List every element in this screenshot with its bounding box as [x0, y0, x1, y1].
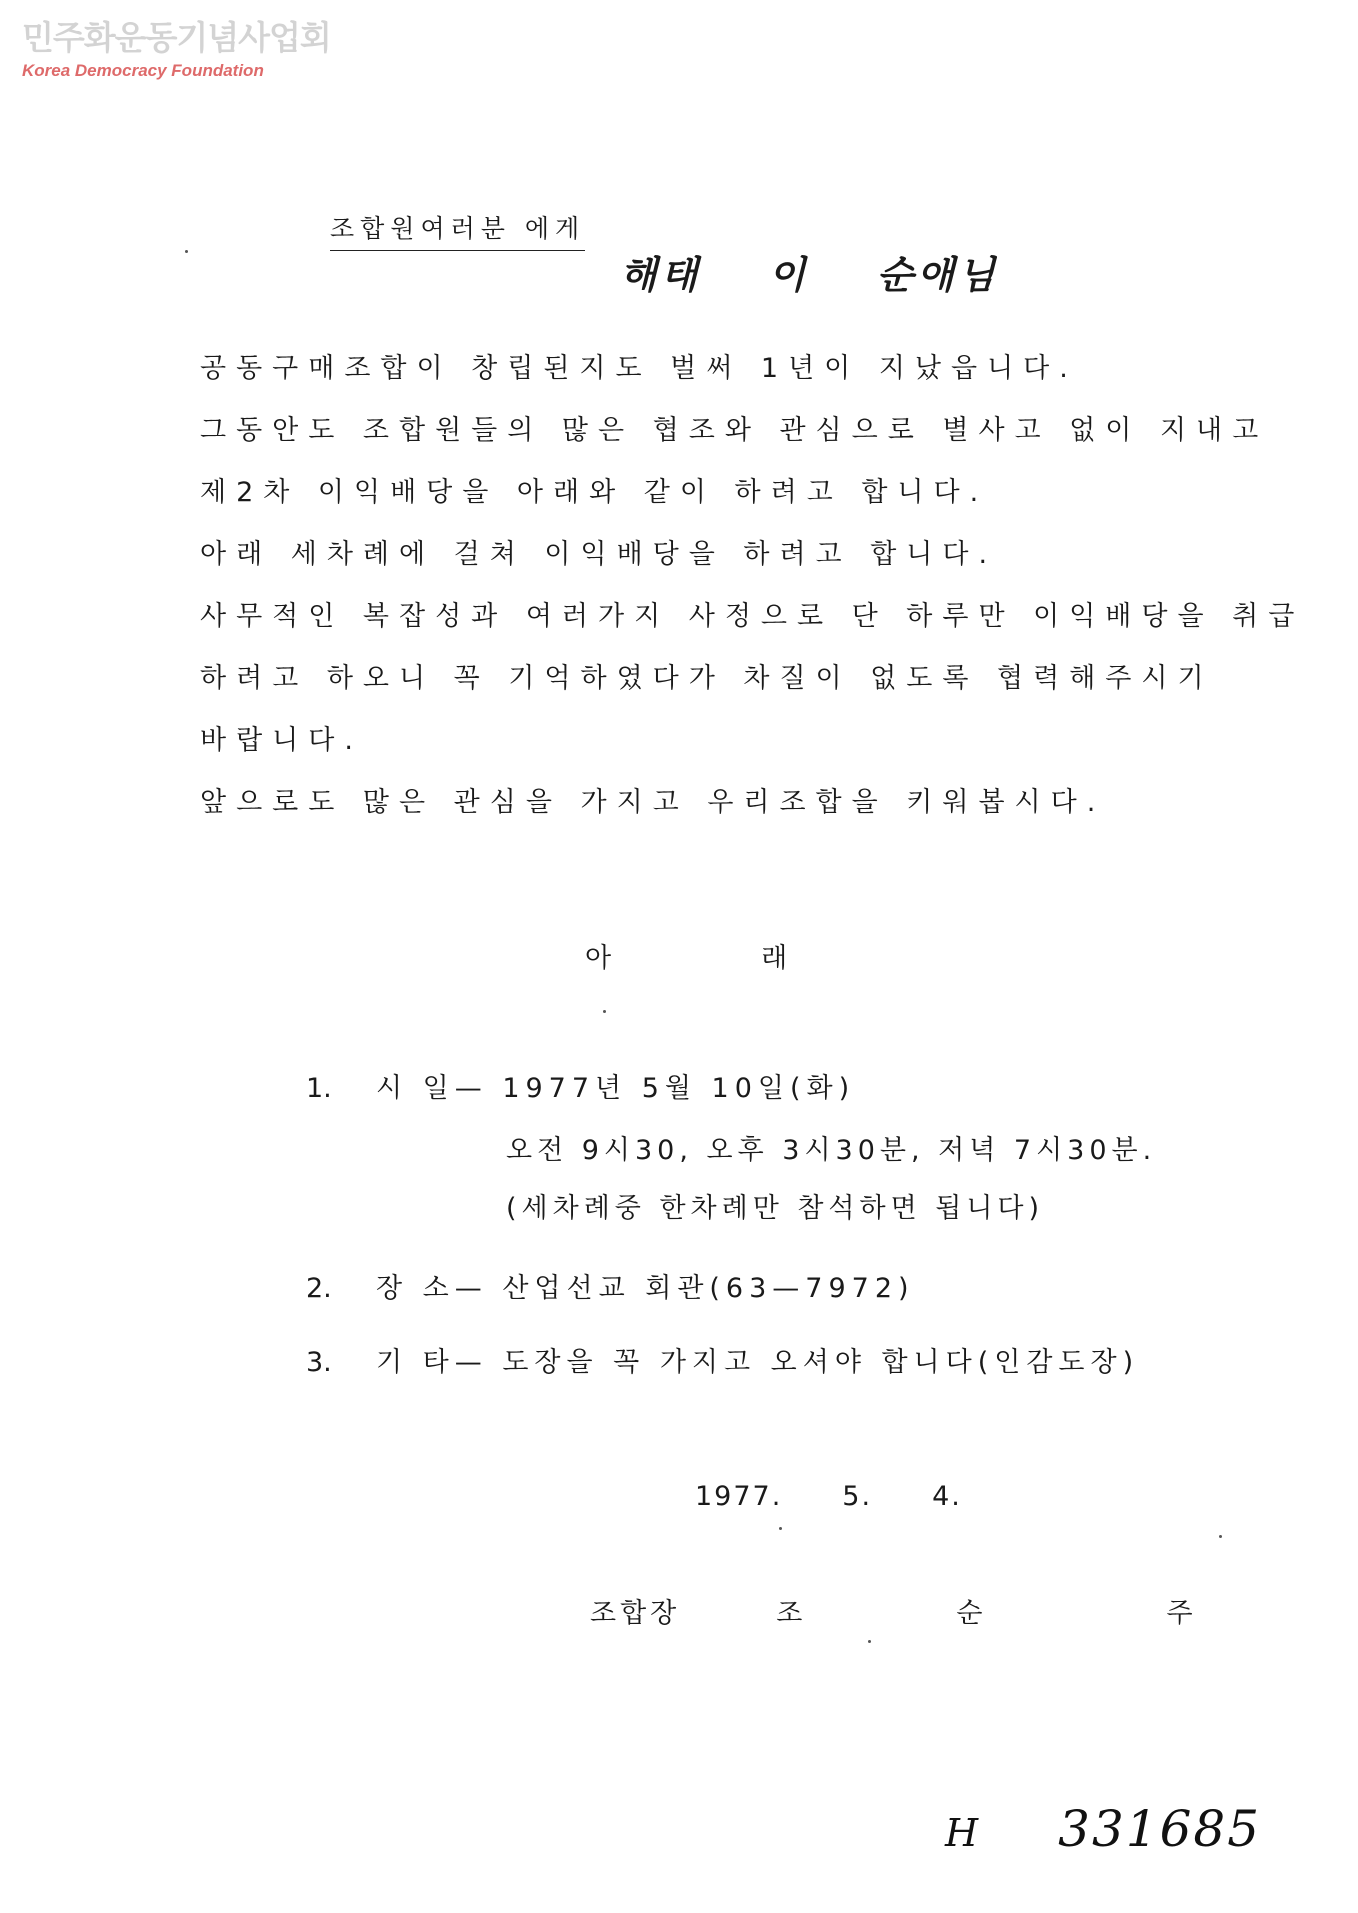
heading-char-2: 래	[761, 943, 788, 974]
item-3	[306, 1346, 1139, 1380]
paragraph-line-7: 바랍니다.	[200, 725, 363, 756]
paragraph-line-8: 앞으로도 많은 관심을 가지고 우리조합을 키워봅시다.	[200, 787, 1106, 818]
item-3-number: 3.	[306, 1347, 332, 1378]
signature-name-3: 주	[1166, 1598, 1197, 1629]
logo-korean-text: 민주화운동기념사업회	[22, 18, 331, 57]
date-day: 4.	[932, 1481, 962, 1512]
paragraph-line-3: 제2차 이익배당을 아래와 같이 하려고 합니다.	[200, 477, 989, 508]
foundation-logo	[22, 18, 331, 82]
paragraph-line-4: 아래 세차례에 걸쳐 이익배당을 하려고 합니다.	[200, 539, 998, 570]
scan-speck	[868, 1640, 871, 1643]
paragraph-line-2: 그동안도 조합원들의 많은 협조와 관심으로 별사고 없이 지내고	[200, 415, 1269, 446]
signature	[590, 1597, 1197, 1631]
archive-number: 331685	[1058, 1800, 1262, 1858]
archive-number-mark	[945, 1800, 1261, 1858]
scan-speck	[185, 250, 188, 253]
item-2	[306, 1272, 915, 1306]
scan-speck	[603, 1010, 606, 1013]
item-1	[306, 1072, 855, 1106]
item-1-text: 시 일— 1977년 5월 10일(화)	[376, 1073, 856, 1104]
letter-recipient: 조합원여러분 에게	[330, 212, 585, 251]
paragraph-line-6: 하려고 하오니 꼭 기억하였다가 차질이 없도록 협력해주시기	[200, 663, 1214, 694]
item-3-text: 기 타— 도장을 꼭 가지고 오셔야 합니다(인감도장)	[376, 1347, 1140, 1378]
notice-heading	[585, 942, 937, 976]
item-2-number: 2.	[306, 1273, 332, 1304]
letter-date	[695, 1480, 1022, 1514]
handwritten-name: 해태 이 순애님	[620, 253, 999, 297]
item-1-times: 오전 9시30, 오후 3시30분, 저녁 7시30분.	[506, 1135, 1157, 1166]
signature-name-2: 순	[956, 1598, 987, 1629]
logo-english-text: Korea Democracy Foundation	[22, 61, 264, 80]
paragraph-line-1: 공동구매조합이 창립된지도 벌써 1년이 지났읍니다.	[200, 353, 1078, 384]
signature-name-1: 조	[776, 1598, 807, 1629]
scan-speck	[779, 1527, 782, 1530]
archive-prefix: H	[945, 1811, 981, 1855]
item-1-note: (세차례중 한차례만 참석하면 됩니다)	[506, 1193, 1045, 1224]
item-1-number: 1.	[306, 1073, 332, 1104]
paragraph-line-5: 사무적인 복잡성과 여러가지 사정으로 단 하루만 이익배당을 취급	[200, 601, 1305, 632]
date-month: 5.	[842, 1481, 873, 1512]
heading-char-1: 아	[585, 943, 612, 974]
item-2-text: 장 소— 산업선교 회관(63—7972)	[376, 1273, 915, 1304]
date-year: 1977.	[695, 1481, 783, 1512]
scan-speck	[1219, 1535, 1222, 1538]
signature-title: 조합장	[590, 1598, 681, 1629]
